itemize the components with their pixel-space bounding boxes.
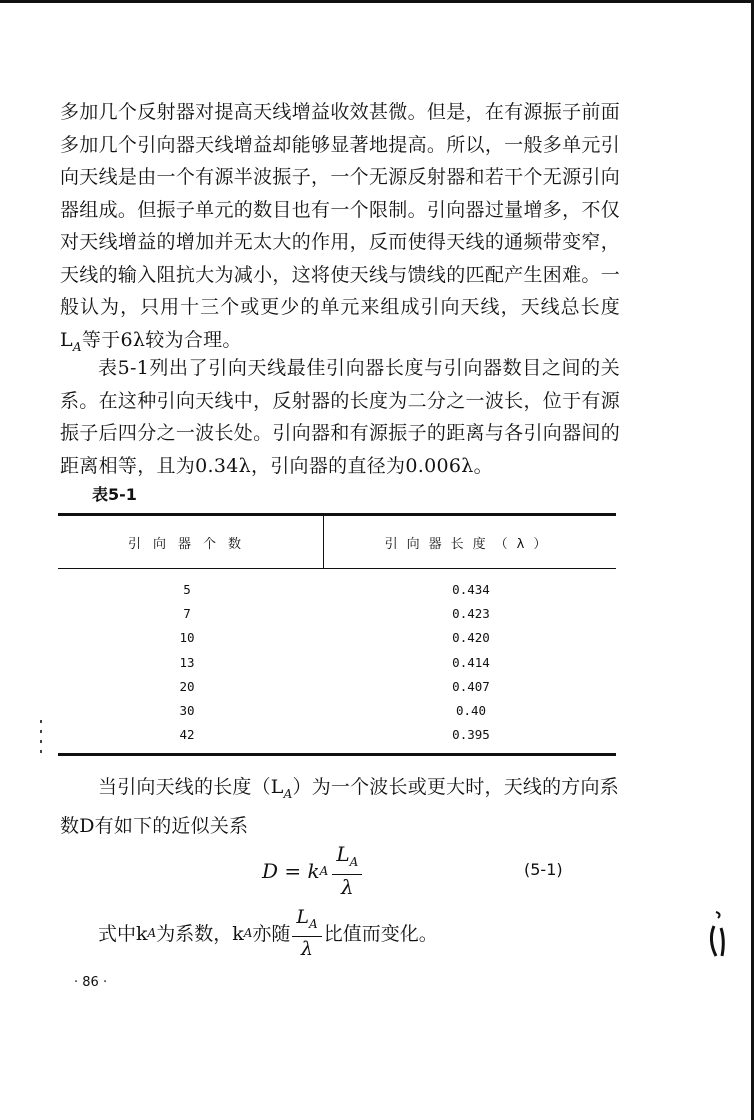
cell-director-length: 0.414	[452, 654, 490, 670]
equation-fraction	[332, 842, 362, 899]
paragraph-4-subscript-2: A	[243, 925, 253, 940]
table-body	[58, 569, 616, 753]
paragraph-1-end: 等于6λ较为合理。	[81, 328, 242, 351]
cell-director-count: 7	[183, 605, 191, 621]
table-row	[58, 626, 616, 650]
header-director-count: 引向器个数	[127, 536, 253, 552]
cell-director-length: 0.407	[452, 678, 490, 694]
cell-director-count: 20	[179, 678, 195, 694]
margin-scan-mark	[706, 908, 728, 964]
inline-numerator-subscript: A	[309, 916, 318, 931]
equation-5-1	[262, 842, 362, 899]
cell-director-length: 0.420	[452, 630, 490, 646]
paragraph-4-subscript-1: A	[147, 925, 157, 940]
paragraph-4-text-b: 为系数，k	[156, 923, 244, 946]
equation-numerator	[332, 842, 362, 875]
paragraph-2: 表5-1列出了引向天线最佳引向器长度与引向器数目之间的关系。在这种引向天线中，反射器的长度为二分之一波长，位于有源振子后四分之一波长处。引向器和有源振子的距离与各引向器间的距离相等，且为0.34λ，引向器的直径为0.006λ。	[60, 357, 620, 477]
cell-director-count: 10	[179, 630, 195, 646]
table-bottom-rule	[58, 753, 616, 756]
table-row	[58, 674, 616, 698]
paragraph-4-text-d: 比值而变化。	[323, 923, 438, 946]
page-number: · 86 ·	[74, 975, 108, 990]
cell-director-count: 30	[179, 703, 195, 719]
inline-numerator-text: L	[296, 906, 310, 928]
table-header-row	[58, 516, 616, 568]
inline-fraction	[292, 905, 321, 961]
paragraph-4	[98, 905, 438, 961]
paragraph-4-text-a: 式中k	[98, 923, 148, 946]
paragraph-3	[60, 771, 620, 842]
table-title: 表5-1	[92, 485, 137, 504]
table-row	[58, 650, 616, 674]
table-row	[58, 723, 616, 747]
equation-lhs-subscript: A	[319, 863, 329, 878]
paragraph-1-text: 多加几个反射器对提高天线增益收效甚微。但是，在有源振子前面多加几个引向器天线增益却能够显著地提高。所以，一般多单元引向天线是由一个有源半波振子，一个无源反射器和若干个无源引向器组成。但振子单元的数目也有一个限制。引向器过量增多，不仅对天线增益的增加并无太大的作用，反而使得天线的通频带变窄，天线的输入阻抗大为减小，这将使天线与馈线的匹配产生困难。一般认为，只用十三个或更少的单元来组成引向天线，天线总长度L	[60, 101, 620, 351]
paragraph-3-subscript: A	[283, 786, 293, 801]
cell-director-count: 42	[179, 727, 195, 743]
cell-director-length: 0.40	[455, 703, 487, 719]
left-scan-dots	[40, 720, 43, 760]
cell-director-length: 0.423	[452, 605, 490, 621]
inline-denominator: λ	[301, 937, 314, 960]
equation-denominator: λ	[340, 875, 354, 899]
data-table	[58, 513, 616, 756]
paragraph-3-text-b: ）为一个波长或更大时，天线的方向系数D有如下的近似关系	[60, 776, 619, 837]
table-row	[58, 698, 616, 722]
paragraph-4-text-c: 亦随	[252, 923, 291, 946]
cell-director-length: 0.434	[452, 581, 490, 597]
paragraph-1-subscript: A	[72, 339, 82, 354]
paragraph-3-text-a: 当引向天线的长度（L	[98, 776, 284, 798]
table-row	[58, 577, 616, 601]
cell-director-count: 13	[179, 654, 195, 670]
paragraph-1	[60, 96, 620, 363]
table-row	[58, 601, 616, 625]
equation-number: (5-1)	[524, 860, 563, 879]
numerator-text: L	[336, 842, 350, 866]
numerator-subscript: A	[349, 855, 359, 869]
cell-director-length: 0.395	[452, 727, 490, 743]
equation-lhs: D = k	[262, 858, 320, 883]
inline-numerator	[292, 905, 321, 937]
header-director-length: 引向器长度（λ）	[384, 536, 556, 552]
top-scan-edge	[0, 0, 754, 3]
cell-director-count: 5	[183, 581, 191, 597]
